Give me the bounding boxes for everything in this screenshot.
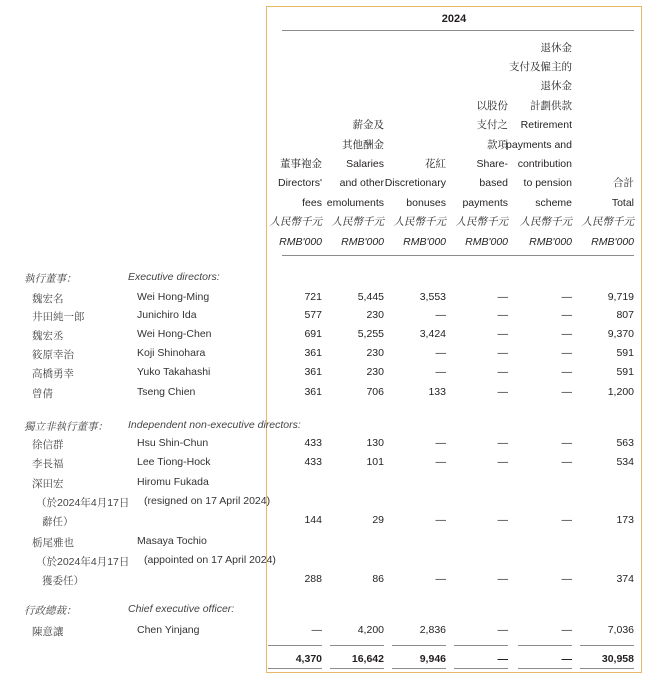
row-value: 9,370 <box>607 328 634 340</box>
row-value: 230 <box>366 347 384 359</box>
column-header-line: Directors' <box>277 177 322 190</box>
row-name-zh: 筱原幸治 <box>32 349 74 361</box>
row-value: — <box>561 573 572 585</box>
row-note-zh: （於2024年4月17日 <box>36 497 130 509</box>
row-name-zh: 徐信群 <box>32 439 64 451</box>
row-note-en: (appointed on 17 April 2024) <box>144 554 276 566</box>
row-value: — <box>561 347 572 359</box>
row-name-en: Lee Tiong-Hock <box>137 456 211 468</box>
row-value: 433 <box>304 456 322 468</box>
row-value: — <box>561 456 572 468</box>
column-header-line: and other <box>339 177 384 190</box>
row-value: — <box>497 309 508 321</box>
year-divider <box>282 30 634 31</box>
column-unit-zh: 人民幣千元 <box>393 216 446 229</box>
row-value: — <box>497 386 508 398</box>
row-value: — <box>497 347 508 359</box>
row-value: 3,553 <box>419 291 446 303</box>
column-header-line: emoluments <box>326 196 384 209</box>
column-header-line: scheme <box>535 196 572 209</box>
column-header-line: to pension <box>523 177 572 190</box>
row-value: 133 <box>428 386 446 398</box>
row-value: — <box>497 437 508 449</box>
row-name-zh: 魏宏丞 <box>32 330 64 342</box>
total-value: 30,958 <box>601 653 634 665</box>
header-divider <box>282 255 634 256</box>
row-value: — <box>435 573 446 585</box>
column-header-line: Retirement <box>520 119 572 132</box>
row-value: — <box>561 328 572 340</box>
column-header-line: bonuses <box>406 196 446 209</box>
row-value: 101 <box>366 456 384 468</box>
row-value: 5,255 <box>357 328 384 340</box>
row-value: 691 <box>304 328 322 340</box>
row-value: 577 <box>304 309 322 321</box>
column-unit-zh: 人民幣千元 <box>581 216 634 229</box>
row-value: 29 <box>372 514 384 526</box>
total-value: 9,946 <box>419 653 446 665</box>
section-label-en: Independent non-executive directors: <box>128 419 301 431</box>
total-rule-bottom <box>330 668 384 669</box>
column-unit-en: RMB'000 <box>403 235 446 248</box>
column-header-line: 退休金 <box>540 41 572 54</box>
column-header-line: Share- <box>476 158 508 171</box>
row-name-en: Wei Hong-Ming <box>137 291 210 303</box>
row-value: 9,719 <box>607 291 634 303</box>
total-rule-top <box>454 645 508 646</box>
row-name-en: Koji Shinohara <box>137 347 206 359</box>
column-header-line: 合計 <box>613 177 634 190</box>
row-value: 361 <box>304 386 322 398</box>
total-rule-bottom <box>392 668 446 669</box>
row-value: — <box>561 309 572 321</box>
row-value: — <box>497 366 508 378</box>
column-header-line: 其他酬金 <box>342 138 384 151</box>
total-rule-bottom <box>518 668 572 669</box>
row-value: — <box>435 347 446 359</box>
row-value: — <box>497 514 508 526</box>
total-rule-bottom <box>268 668 322 669</box>
total-rule-bottom <box>454 668 508 669</box>
row-name-zh: 魏宏名 <box>32 293 64 305</box>
row-value: 288 <box>304 573 322 585</box>
row-value: 3,424 <box>419 328 446 340</box>
column-header-line: 花紅 <box>425 158 446 170</box>
column-header-line: 支付及僱主的 <box>509 61 572 73</box>
column-header-line: Total <box>611 196 634 209</box>
row-value: 374 <box>616 573 634 585</box>
column-unit-zh: 人民幣千元 <box>331 216 384 229</box>
total-value: — <box>497 653 508 665</box>
column-header-line: contribution <box>517 158 572 171</box>
row-note-zh: 辭任） <box>42 516 74 528</box>
row-value: 5,445 <box>357 291 384 303</box>
column-unit-en: RMB'000 <box>591 235 634 248</box>
column-header-line: 支付之 <box>476 119 508 132</box>
section-label-zh: 執行董事： <box>24 273 77 285</box>
total-rule-top <box>330 645 384 646</box>
row-name-zh: 井田純一郎 <box>32 311 85 323</box>
row-note-zh: （於2024年4月17日 <box>36 556 130 568</box>
column-header-line: 董事袍金 <box>280 158 322 170</box>
row-name-en: Wei Hong-Chen <box>137 328 212 340</box>
row-value: 807 <box>616 309 634 321</box>
row-value: — <box>435 514 446 526</box>
row-value: 591 <box>616 347 634 359</box>
row-value: 433 <box>304 437 322 449</box>
column-unit-en: RMB'000 <box>465 235 508 248</box>
row-value: 4,200 <box>357 624 384 636</box>
row-value: 7,036 <box>607 624 634 636</box>
row-value: 230 <box>366 366 384 378</box>
column-header-line: 款項 <box>487 138 508 151</box>
row-note-en: (resigned on 17 April 2024) <box>144 495 271 507</box>
column-unit-zh: 人民幣千元 <box>519 216 572 229</box>
row-name-zh: 栃尾雅也 <box>32 537 74 549</box>
total-rule-top <box>268 645 322 646</box>
column-header-line: 計劃供款 <box>530 99 572 112</box>
row-value: 1,200 <box>607 386 634 398</box>
row-value: — <box>497 624 508 636</box>
column-header-line: Discretionary <box>384 177 446 190</box>
row-value: 361 <box>304 366 322 378</box>
row-value: — <box>497 328 508 340</box>
row-value: 706 <box>366 386 384 398</box>
row-value: 2,836 <box>419 624 446 636</box>
column-header-line: payments and <box>506 138 572 151</box>
total-value: — <box>561 653 572 665</box>
row-value: 361 <box>304 347 322 359</box>
total-rule-top <box>518 645 572 646</box>
row-value: 721 <box>304 291 322 303</box>
row-name-zh: 高橋勇幸 <box>32 368 74 380</box>
column-header-line: fees <box>302 196 322 209</box>
column-unit-zh: 人民幣千元 <box>269 216 322 229</box>
row-value: — <box>561 386 572 398</box>
row-value: 130 <box>366 437 384 449</box>
total-rule-top <box>580 645 634 646</box>
column-header-line: Salaries <box>346 158 384 170</box>
row-value: 534 <box>616 456 634 468</box>
row-value: — <box>561 437 572 449</box>
row-name-zh: 李長福 <box>32 458 64 470</box>
row-value: — <box>435 437 446 449</box>
column-header-line: payments <box>462 196 508 209</box>
row-name-en: Tseng Chien <box>137 386 196 398</box>
row-name-zh: 曾倩 <box>32 388 53 400</box>
row-name-zh: 陳意讓 <box>32 626 64 638</box>
row-value: — <box>497 291 508 303</box>
row-value: — <box>561 514 572 526</box>
total-value: 16,642 <box>351 653 384 665</box>
column-unit-en: RMB'000 <box>341 235 384 248</box>
section-label-en: Chief executive officer: <box>128 603 235 615</box>
row-name-en: Junichiro Ida <box>137 309 197 321</box>
row-name-en: Yuko Takahashi <box>137 366 211 378</box>
year-heading: 2024 <box>441 13 467 25</box>
column-unit-zh: 人民幣千元 <box>455 216 508 229</box>
section-label-zh: 行政總裁： <box>24 605 77 617</box>
row-value: — <box>435 309 446 321</box>
row-value: 563 <box>616 437 634 449</box>
row-value: — <box>311 624 322 636</box>
total-rule-top <box>392 645 446 646</box>
total-value: 4,370 <box>295 653 322 665</box>
row-name-en: Chen Yinjang <box>137 624 200 636</box>
column-unit-en: RMB'000 <box>279 235 322 248</box>
section-label-zh: 獨立非執行董事： <box>24 421 108 433</box>
row-value: — <box>561 291 572 303</box>
row-name-en: Hiromu Fukada <box>137 476 209 488</box>
row-value: — <box>435 456 446 468</box>
row-name-en: Masaya Tochio <box>137 535 207 547</box>
row-note-zh: 獲委任） <box>42 575 84 587</box>
row-value: 591 <box>616 366 634 378</box>
row-name-en: Hsu Shin-Chun <box>137 437 209 449</box>
row-value: 144 <box>304 514 322 526</box>
row-value: 86 <box>372 573 384 585</box>
column-unit-en: RMB'000 <box>529 235 572 248</box>
row-value: — <box>561 624 572 636</box>
column-header-line: based <box>479 177 508 190</box>
column-header-line: 以股份 <box>476 99 508 112</box>
column-header-line: 薪金及 <box>352 119 384 132</box>
row-name-zh: 深田宏 <box>32 478 64 490</box>
row-value: — <box>435 366 446 378</box>
row-value: — <box>561 366 572 378</box>
section-label-en: Executive directors: <box>128 271 220 283</box>
row-value: 173 <box>616 514 634 526</box>
total-rule-bottom <box>580 668 634 669</box>
column-header-line: 退休金 <box>540 80 572 93</box>
row-value: — <box>497 573 508 585</box>
row-value: 230 <box>366 309 384 321</box>
row-value: — <box>497 456 508 468</box>
column-header <box>554 174 634 252</box>
